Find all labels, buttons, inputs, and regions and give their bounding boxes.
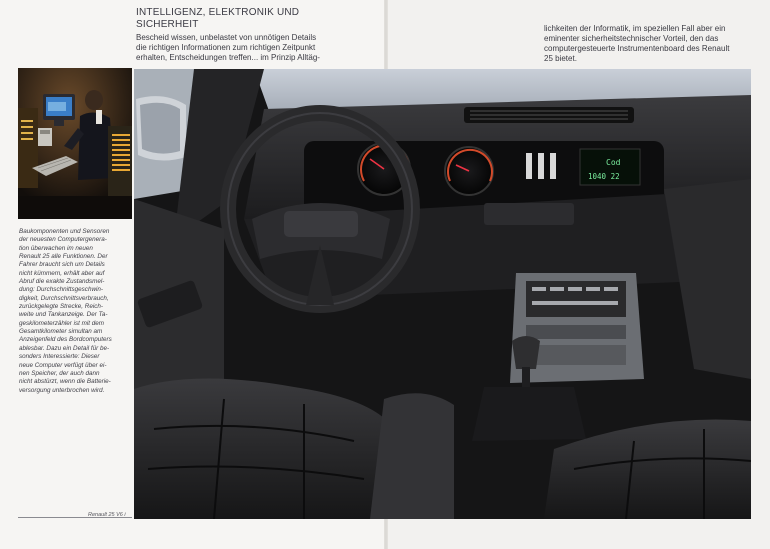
intro-right-line: 25 bietet. bbox=[544, 54, 577, 63]
heading-line-1: INTELLIGENZ, ELEKTRONIK UND bbox=[136, 7, 300, 18]
caption-line: der neuesten Computergenera- bbox=[19, 236, 107, 244]
caption-line: neue Computer verfügt über ei- bbox=[19, 361, 107, 369]
intro-text-right bbox=[544, 24, 754, 64]
caption-line: Renault 25 alle Funktionen. Der bbox=[19, 253, 108, 261]
caption-line: sonders Interessierte: Dieser bbox=[19, 353, 100, 361]
caption-line: ablesbar. Dazu ein Detail für be- bbox=[19, 344, 110, 352]
intro-right-line: computergesteuerte Instrumentenboard des Renault bbox=[544, 44, 730, 53]
intro-text-left bbox=[136, 33, 372, 63]
intro-left-line: Bescheid wissen, unbelastet von unnötigen Details bbox=[136, 33, 317, 42]
caption-line: geskilometerzähler ist mit dem bbox=[19, 319, 105, 327]
caption-line: nicht kümmern, erhält aber auf bbox=[19, 269, 105, 277]
footer-model-label: Renault 25 V6 i bbox=[88, 512, 126, 518]
caption-line: versorgung unterbrochen wird. bbox=[19, 386, 105, 394]
car-interior-photo bbox=[134, 69, 751, 519]
intro-right-line: eminenter sicherheitstechnischer Vorteil, den das bbox=[544, 34, 719, 43]
caption-line: Fahrer braucht sich um Details bbox=[19, 261, 105, 269]
intro-left-line: die richtigen Informationen zum richtigen Zeitpunkt bbox=[136, 43, 316, 52]
page-heading bbox=[136, 7, 336, 30]
intro-right-line: lichkeiten der Informatik, im speziellen Fall aber ein bbox=[544, 24, 726, 33]
intro-left-line: erhalten, Entscheidungen treffen... im Prinzip Alltäg- bbox=[136, 53, 320, 62]
caption-line: nicht abstürzt, wenn die Batterie- bbox=[19, 378, 111, 386]
caption-line: tion überwachen im neuen bbox=[19, 244, 93, 252]
caption-line: weite und Tankanzeige. Der Ta- bbox=[19, 311, 108, 319]
heading-line-2: SICHERHEIT bbox=[136, 18, 199, 30]
computer-workstation-photo bbox=[18, 68, 132, 219]
caption-line: dung: Durchschnittsgeschwin- bbox=[19, 286, 103, 294]
lcd-line-2: 1040 22 bbox=[588, 172, 620, 181]
photo-caption bbox=[19, 228, 131, 395]
caption-line: Anzeigenfeld des Bordcomputers bbox=[19, 336, 112, 344]
caption-line: Baukomponenten und Sensoren bbox=[19, 228, 110, 235]
caption-line: Abruf die exakte Zustandsmel- bbox=[19, 278, 105, 286]
caption-line: zurückgelegte Strecke, Reich- bbox=[19, 303, 103, 311]
caption-line: nen Speicher, der auch dann bbox=[19, 369, 100, 377]
caption-line: digkeit, Durchschnittsverbrauch, bbox=[19, 294, 109, 302]
lcd-line-1: Cod bbox=[606, 158, 621, 167]
caption-line: Gesamtkilometer simultan am bbox=[19, 328, 103, 336]
